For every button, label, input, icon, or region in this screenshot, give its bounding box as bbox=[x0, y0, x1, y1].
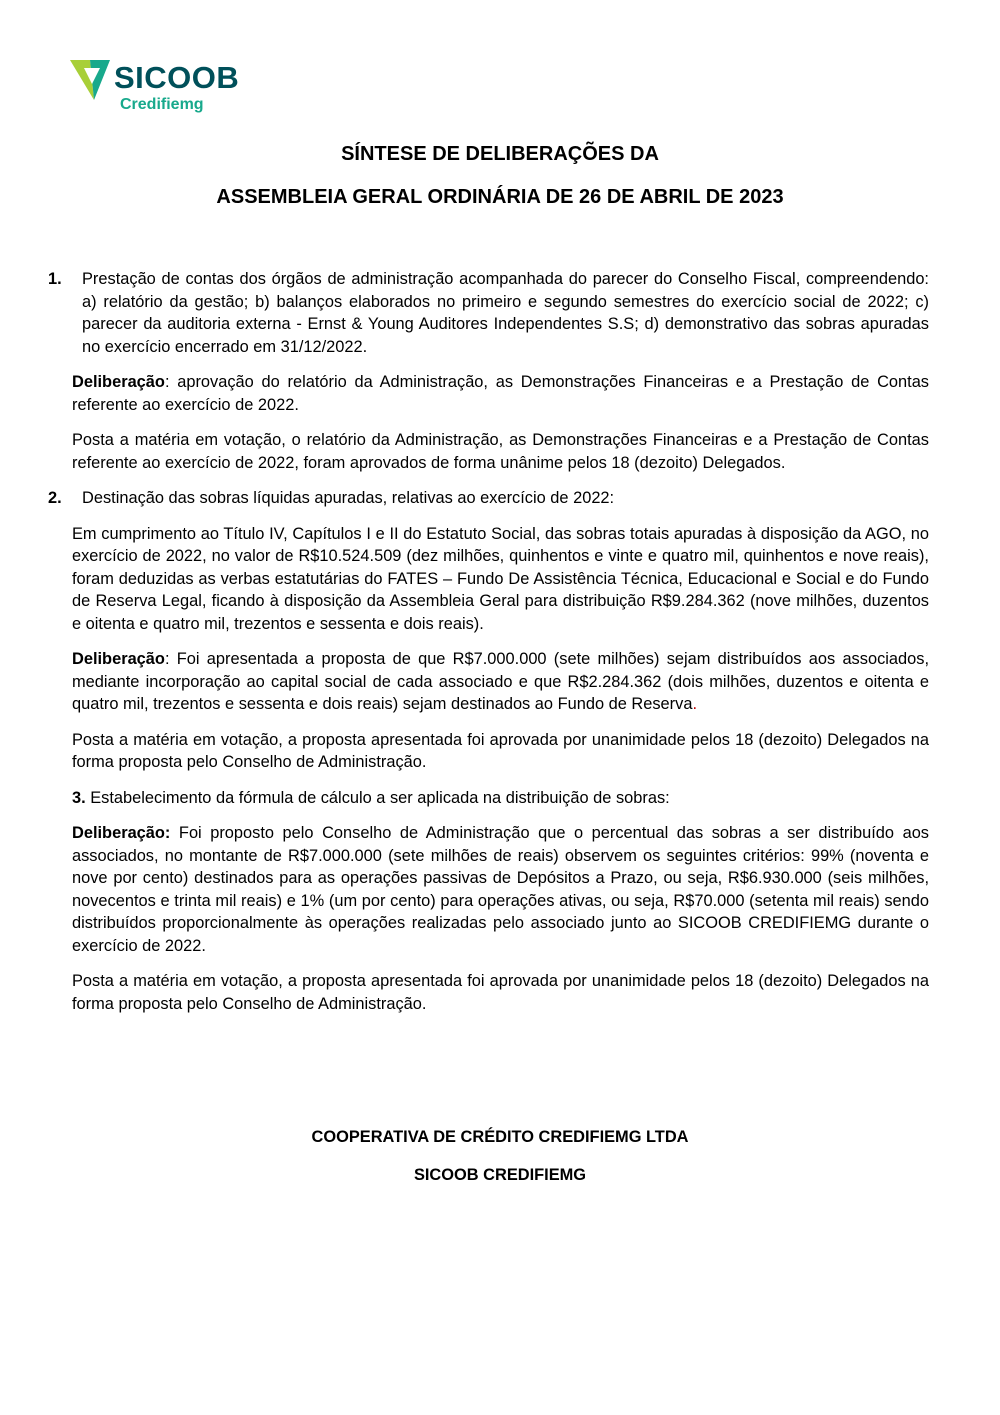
document-title-line2: ASSEMBLEIA GERAL ORDINÁRIA DE 26 DE ABRIL DE 2023 bbox=[216, 186, 784, 208]
agenda-item-1 bbox=[48, 268, 929, 358]
body-paragraph: Em cumprimento ao Título IV, Capítulos I e II do Estatuto Social, das sobras totais apuradas à disposição da AGO, no exercício de 2022, no valor de R$10.524.509 (dez milhões, quinhentos e vinte e quatro mil, quinhentos e nove reais), foram deduzidas as verbas estatutárias do FATES – Fundo De Assistência Técnica, Educacional e Social e do Fundo de Reserva Legal, ficando à disposição da Assembleia Geral para distribuição R$9.284.362 (nove milhões, duzentos e oitenta e quatro mil, trezentos e sessenta e dois reais). bbox=[72, 524, 929, 633]
vote-paragraph: Posta a matéria em votação, a proposta apresentada foi aprovada por unanimidade pelos 18 (dezoito) Delegados na forma proposta pelo Conselho de Administração. bbox=[72, 972, 929, 1013]
item-heading: Prestação de contas dos órgãos de administração acompanhada do parecer do Conselho Fiscal, compreendendo: a) relatório da gestão; b) balanços elaborados no primeiro e segundo semestres do exercício social de 2022; c) parecer da auditoria externa - Ernst & Young Auditores Independentes S.S; d) demonstrativo das sobras apuradas no exercício encerrado em 31/12/2022. bbox=[82, 270, 929, 356]
deliberation-end: . bbox=[692, 695, 698, 713]
sicoob-logo bbox=[70, 58, 250, 122]
deliberation-text: Foi proposto pelo Conselho de Administração que o percentual das sobras a ser distribuído aos associados, no montante de R$7.000.000 (sete milhões de reais) observem os seguintes critérios: 99% (noventa e nove por cento) destinados para as operações passivas de Depósitos a Prazo, ou seja, R$6.930.000 (seis milhões, novecentos e trinta mil reais) e 1% (um por cento) para operações ativas, ou seja, R$70.000 (setenta mil reais) sendo distribuídos proporcionalmente às operações realizadas pelo associado junto ao SICOOB CREDIFIEMG durante o exercício de 2022. bbox=[72, 824, 929, 955]
footer-brand-name: SICOOB CREDIFIEMG bbox=[413, 1166, 587, 1184]
agenda-item-3 bbox=[72, 787, 929, 810]
vote-paragraph: Posta a matéria em votação, a proposta apresentada foi aprovada por unanimidade pelos 18 (dezoito) Delegados na forma proposta pelo Conselho de Administração. bbox=[72, 730, 929, 771]
deliberation-label: Deliberação: bbox=[72, 824, 171, 842]
item-heading: Estabelecimento da fórmula de cálculo a ser aplicada na distribuição de sobras: bbox=[85, 788, 670, 807]
deliberation-paragraph bbox=[72, 371, 929, 416]
logo-mark-icon bbox=[70, 60, 116, 102]
deliberation-text: : Foi apresentada a proposta de que R$7.000.000 (sete milhões) sejam distribuídos aos associados, mediante incorporação ao capital social de cada associado e que R$2.284.362 (dois milhões, duzentos e oitenta e quatro mil, trezentos e sessenta e dois reais) sejam destinados ao Fundo de Reserva bbox=[72, 650, 929, 713]
logo-wordmark: SICOOB bbox=[114, 60, 240, 95]
deliberation-paragraph bbox=[72, 822, 929, 957]
document-body bbox=[48, 268, 929, 1028]
item-number: 2. bbox=[48, 489, 62, 507]
deliberation-text: : aprovação do relatório da Administração, as Demonstrações Financeiras e a Prestação de Contas referente ao exercício de 2022. bbox=[72, 373, 929, 414]
vote-paragraph: Posta a matéria em votação, o relatório da Administração, as Demonstrações Financeiras e a Prestação de Contas referente ao exercício de 2022, foram aprovados de forma unânime pelos 18 (dezoito) Delegados. bbox=[72, 431, 929, 472]
document-title-line1: SÍNTESE DE DELIBERAÇÕES DA bbox=[341, 143, 659, 165]
deliberation-paragraph bbox=[72, 648, 929, 716]
item-number: 1. bbox=[48, 270, 62, 288]
footer-cooperative-name: COOPERATIVA DE CRÉDITO CREDIFIEMG LTDA bbox=[311, 1128, 689, 1146]
logo-subtitle: Credifiemg bbox=[120, 96, 204, 113]
item-heading: Destinação das sobras líquidas apuradas, relativas ao exercício de 2022: bbox=[82, 489, 615, 507]
item-number: 3. bbox=[72, 788, 86, 807]
agenda-item-2 bbox=[48, 487, 929, 510]
deliberation-label: Deliberação bbox=[72, 373, 165, 391]
deliberation-label: Deliberação bbox=[72, 650, 165, 668]
